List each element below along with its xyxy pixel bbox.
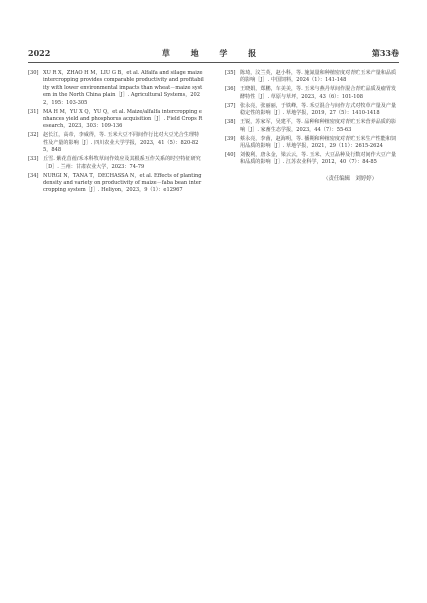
reference-number: [39]: [225, 135, 236, 142]
reference-text: 丘雪. 紫花苜蓿/禾本科牧草间作效应及其根系互作关系的时空特征研究［D］. 兰州：甘肃农业大学，2023：74-79: [43, 156, 201, 170]
reference-number: [31]: [28, 108, 39, 115]
reference-item: [28, 70, 204, 107]
reference-number: [36]: [225, 86, 236, 93]
references-left-column: [28, 70, 204, 196]
reference-item: [28, 132, 204, 154]
reference-item: [28, 156, 204, 171]
reference-text: NURGI N，TANA T，DECHASSA N，et al. Effects of planting density and variety on productivity of maize－faba bean intercropping system［J］. Heliyon，2023，9（1）：e12967: [43, 172, 202, 194]
reference-text: XU R X，ZHAO H M，LIU G B，et al. Alfalfa and silage maize intercropping provides comparable productivity and profitability with lower environmental impacts than wheat－maize system in the North China plain［J］. Agricultural Systems，2022，195：103-305: [43, 70, 204, 106]
responsible-editor: （责任编辑 刘婷婷）: [323, 175, 377, 182]
reference-number: [35]: [225, 70, 236, 76]
reference-text: 王晓娟，郑鹏，车美美，等. 玉米与燕丹草间作混合青贮品质及瘤胃发酵特性［J］. 草原与草坪，2023，43（6）：101-108: [240, 86, 397, 100]
volume-label: 第33卷: [371, 48, 399, 58]
reference-item: [225, 119, 401, 134]
reference-text: 陈琦，汶兰英，赵小科，等. 施氮量和种植密度对青贮玉米产量和品质的影响［J］. 中国饲料，2024（1）：141-148: [240, 70, 397, 84]
reference-number: [33]: [28, 156, 39, 163]
reference-text: 张永亮，张丽丽，于铁峰，等. 禾豆混合与间作方式对牧草产量及产量稳定性的影响［J］. 草地学报，2019，27（5）：1410-1418: [240, 102, 397, 117]
reference-item: [225, 152, 401, 167]
reference-item: [28, 173, 204, 195]
reference-item: [225, 136, 401, 151]
reference-number: [30]: [28, 70, 39, 76]
reference-number: [34]: [28, 172, 39, 179]
reference-item: [225, 70, 401, 85]
reference-item: [28, 109, 204, 131]
reference-text: 王锐，苏家军，吴建平，等. 品种和种植密度对青贮玉米营养品质的影响［J］. 家畜生态学报，2023，44（7）：55-63: [240, 119, 397, 133]
page-header: [28, 47, 399, 59]
reference-text: MA H M，YU X Q，YU Q，et al. Maize/alfalfa intercropping enhances yield and phosphorus acquisition［J］. Field Crops Research，2023，303：109-136: [43, 108, 203, 130]
reference-text: 赵长江，高帝，李威得，等. 玉米大豆不同间作行比对大豆光合生理特性及产量的影响［J］. 四川农业大学学报，2023，41（5）：820-825，848: [43, 132, 200, 154]
reference-item: [225, 103, 401, 118]
reference-number: [37]: [225, 102, 236, 109]
reference-item: [225, 86, 401, 101]
reference-text: 刘俊利，唐永金，梁云云，等. 玉米、大豆品种及行数对间作大豆产量和品质的影响［J］. 江苏农业科学，2012，40（7）：84-85: [240, 152, 397, 166]
reference-text: 蔡永亮，李菌，赵海明，等. 播期和种植密度对青贮玉米生产性能和饲用品质的影响［J］. 草地学报，2021，29（11）：2615-2624: [240, 135, 397, 150]
references-right-column: [225, 70, 401, 183]
reference-number: [32]: [28, 132, 39, 139]
reference-number: [38]: [225, 119, 236, 126]
header-rule: [28, 62, 399, 63]
page-number: 2022: [28, 48, 51, 58]
journal-title: 草 地 学 报: [161, 48, 266, 58]
reference-number: [40]: [225, 152, 236, 159]
